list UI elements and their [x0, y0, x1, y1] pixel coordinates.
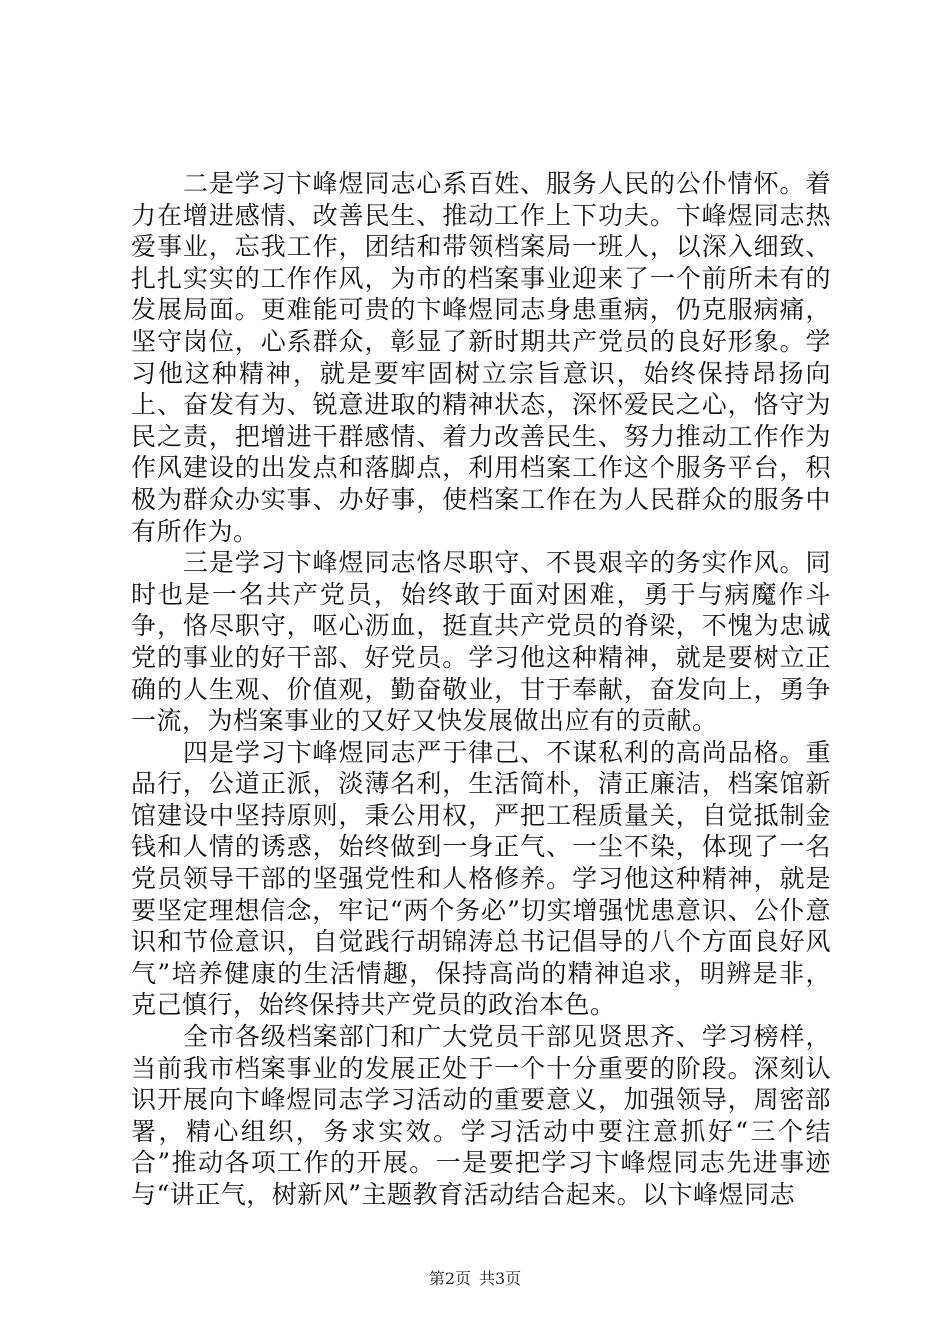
- page-number: 第2页: [428, 1269, 471, 1288]
- paragraph-1: 二是学习卞峰煜同志心系百姓、服务人民的公仆情怀。着力在增进感情、改善民生、推动工作上下功夫。卞峰煜同志热爱事业，忘我工作，团结和带领档案局一班人，以深入细致、扎扎实实的工作作风，为市的档案事业迎来了一个前所未有的发展局面。更难能可贵的卞峰煜同志身患重病，仍克服病痛，坚守岗位，心系群众，彰显了新时期共产党员的良好形象。学习他这种精神，就是要牢固树立宗旨意识，始终保持昂扬向上、奋发有为、锐意进取的精神状态，深怀爱民之心，恪守为民之责，把增进干群感情、着力改善民生、努力推动工作作为作风建设的出发点和落脚点，利用档案工作这个服务平台，积极为群众办实事、办好事，使档案工作在为人民群众的服务中有所作为。: [131, 169, 831, 546]
- page-total: 共3页: [479, 1269, 522, 1288]
- paragraph-3: 四是学习卞峰煜同志严于律己、不谋私利的高尚品格。重品行，公道正派，淡薄名利，生活简朴，清正廉洁，档案馆新馆建设中坚持原则，秉公用权，严把工程质量关，自觉抵制金钱和人情的诱惑，始终做到一身正气、一尘不染，体现了一名党员领导干部的坚强党性和人格修养。学习他这种精神，就是要坚定理想信念，牢记“两个务必”切实增强忧患意识、公仆意识和节俭意识，自觉践行胡锦涛总书记倡导的八个方面良好风气”培养健康的生活情趣，保持高尚的精神追求，明辨是非，克己慎行，始终保持共产党员的政治本色。: [131, 737, 831, 1020]
- document-body: [131, 168, 831, 1211]
- page-footer: [0, 1268, 950, 1290]
- paragraph-2: 三是学习卞峰煜同志恪尽职守、不畏艰辛的务实作风。同时也是一名共产党员，始终敢于面对困难，勇于与病魔作斗争，恪尽职守，呕心沥血，挺直共产党员的脊梁，不愧为忠诚党的事业的好干部、好党员。学习他这种精神，就是要树立正确的人生观、价值观，勤奋敬业，甘于奉献，奋发向上，勇争一流，为档案事业的又好又快发展做出应有的贡献。: [131, 548, 831, 736]
- paragraph-4: 全市各级档案部门和广大党员干部见贤思齐、学习榜样，当前我市档案事业的发展正处于一个十分重要的阶段。深刻认识开展向卞峰煜同志学习活动的重要意义，加强领导，周密部署，精心组织，务求实效。学习活动中要注意抓好“三个结合”推动各项工作的开展。一是要把学习卞峰煜同志先进事迹与“讲正气，树新风”主题教育活动结合起来。以卞峰煜同志: [131, 1022, 831, 1209]
